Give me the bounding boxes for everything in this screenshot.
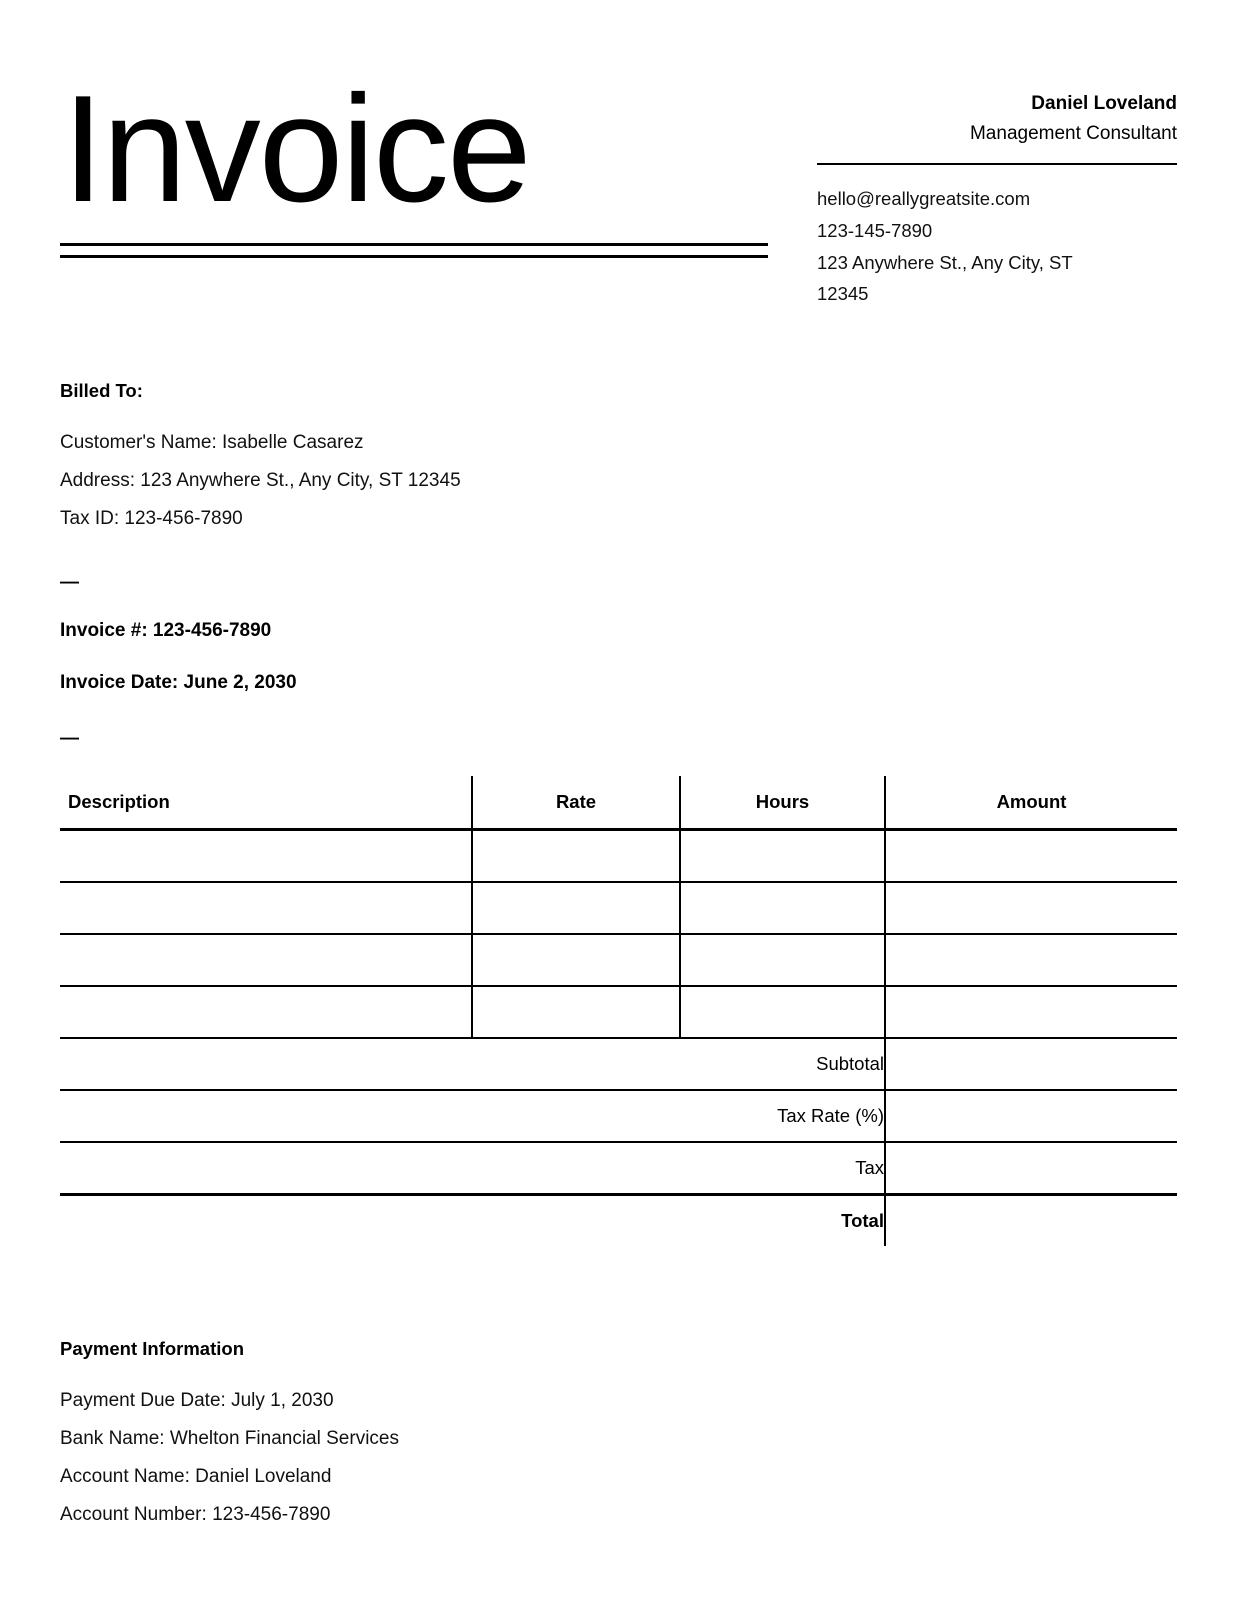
table-row[interactable] (60, 986, 1177, 1038)
totals-value-tax[interactable] (885, 1142, 1177, 1195)
column-header-description: Description (60, 776, 472, 830)
totals-row-subtotal (60, 1038, 1177, 1090)
billed-to-customer-name: Customer's Name: Isabelle Casarez (60, 432, 364, 454)
billed-to-section (60, 380, 1177, 750)
section-separator-dash-2: — (60, 728, 79, 750)
cell-rate[interactable] (472, 986, 680, 1038)
table-row[interactable] (60, 882, 1177, 934)
cell-amount[interactable] (885, 882, 1177, 934)
table-row[interactable] (60, 934, 1177, 986)
contact-phone: 123-145-7890 (817, 219, 933, 241)
cell-rate[interactable] (472, 934, 680, 986)
sender-role: Management Consultant (969, 122, 1177, 144)
totals-label-subtotal: Subtotal (60, 1038, 885, 1090)
section-separator-dash-1: — (60, 572, 79, 594)
cell-amount[interactable] (885, 934, 1177, 986)
totals-row-total (60, 1195, 1177, 1247)
payment-bank-name: Bank Name: Whelton Financial Services (60, 1428, 399, 1450)
invoice-title-block (60, 64, 780, 258)
billed-to-tax-id: Tax ID: 123-456-7890 (60, 508, 243, 530)
payment-account-name: Account Name: Daniel Loveland (60, 1466, 332, 1488)
cell-description[interactable] (60, 934, 472, 986)
invoice-number: Invoice #: 123-456-7890 (60, 620, 272, 642)
line-items-table (60, 776, 1177, 1246)
table-header (60, 776, 1177, 830)
invoice-date: Invoice Date: June 2, 2030 (60, 672, 297, 694)
table-header-row (60, 776, 1177, 830)
payment-due-date: Payment Due Date: July 1, 2030 (60, 1390, 334, 1412)
cell-amount[interactable] (885, 830, 1177, 883)
totals-value-total[interactable] (885, 1195, 1177, 1247)
cell-rate[interactable] (472, 830, 680, 883)
cell-hours[interactable] (680, 986, 885, 1038)
column-header-rate: Rate (472, 776, 680, 830)
contact-details (817, 183, 1177, 310)
payment-account-number: Account Number: 123-456-7890 (60, 1504, 331, 1526)
title-rule-bottom (60, 255, 768, 258)
totals-row-tax (60, 1142, 1177, 1195)
totals-value-subtotal[interactable] (885, 1038, 1177, 1090)
contact-divider (817, 163, 1177, 165)
billed-to-heading: Billed To: (60, 380, 143, 402)
billed-to-address: Address: 123 Anywhere St., Any City, ST 12345 (60, 470, 461, 492)
title-underline-rules (60, 243, 768, 258)
cell-description[interactable] (60, 882, 472, 934)
sender-contact-block (817, 78, 1177, 310)
column-header-amount: Amount (885, 776, 1177, 830)
totals-label-tax: Tax (60, 1142, 885, 1195)
totals-row-tax-rate (60, 1090, 1177, 1142)
page-title: Invoice (62, 64, 530, 234)
totals-value-tax-rate[interactable] (885, 1090, 1177, 1142)
title-rule-top (60, 243, 768, 246)
payment-information-section (60, 1338, 1177, 1594)
payment-information-heading: Payment Information (60, 1338, 244, 1360)
column-header-hours: Hours (680, 776, 885, 830)
cell-rate[interactable] (472, 882, 680, 934)
cell-hours[interactable] (680, 882, 885, 934)
table-body (60, 830, 1177, 1247)
totals-label-total: Total (60, 1195, 885, 1247)
table-row[interactable] (60, 830, 1177, 883)
cell-hours[interactable] (680, 830, 885, 883)
cell-amount[interactable] (885, 986, 1177, 1038)
cell-description[interactable] (60, 986, 472, 1038)
sender-name: Daniel Loveland (1031, 93, 1177, 114)
contact-address-line-2: 12345 (817, 283, 869, 305)
cell-description[interactable] (60, 830, 472, 883)
contact-address-line-1: 123 Anywhere St., Any City, ST (817, 251, 1073, 273)
totals-label-tax-rate: Tax Rate (%) (60, 1090, 885, 1142)
cell-hours[interactable] (680, 934, 885, 986)
contact-email: hello@reallygreatsite.com (817, 187, 1031, 209)
document-header (60, 0, 1177, 310)
